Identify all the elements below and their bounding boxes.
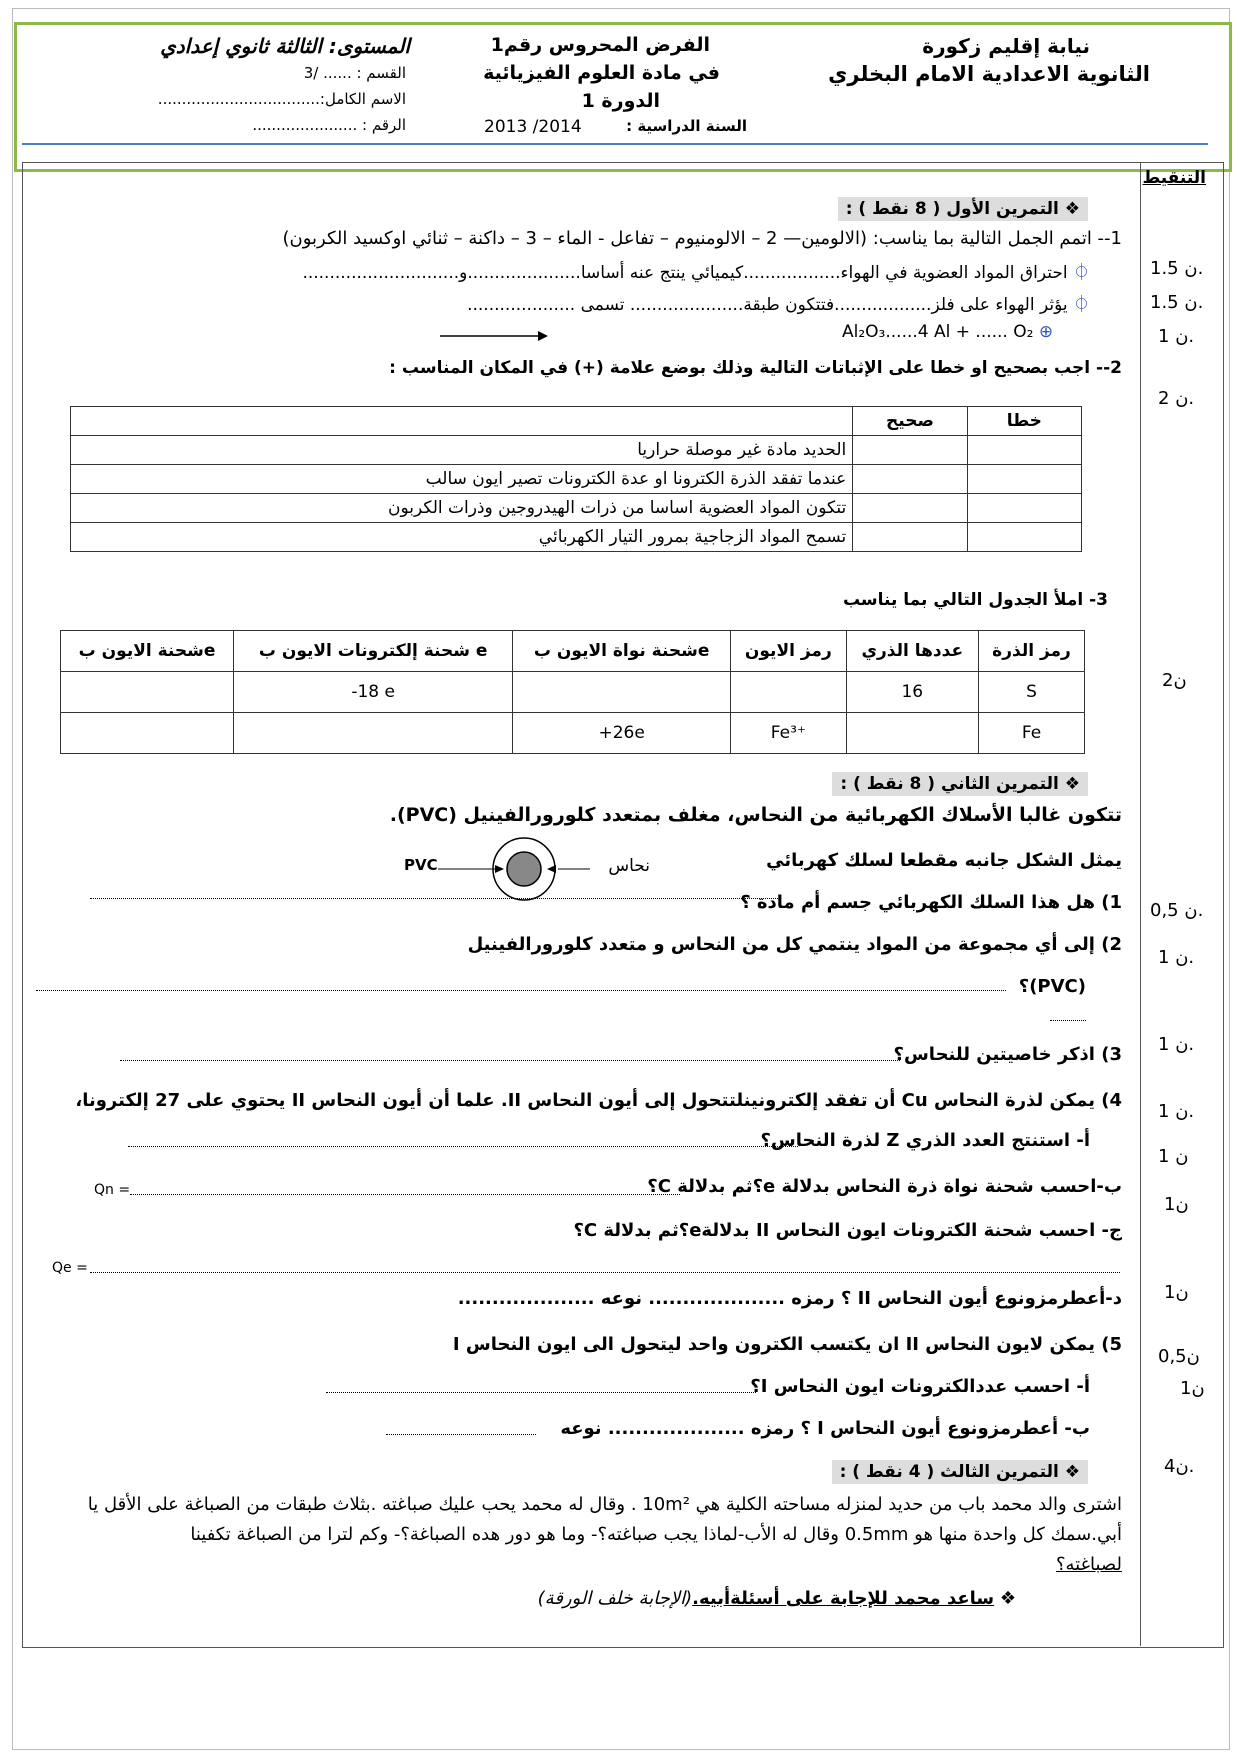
ex3-closing: ❖ ساعد محمد للإجابة على أسئلةأبيه.(الإجابة خلف الورقة) (537, 1588, 1016, 1609)
ex2-title: ❖ التمرين الثاني ( 8 نقط ) : (832, 772, 1088, 796)
t3-cell[interactable] (513, 672, 731, 713)
session: الدورة 1 (581, 90, 660, 112)
answer-line[interactable] (90, 1272, 1120, 1273)
level: المستوى: الثالثة ثانوي إعدادي (160, 34, 410, 58)
name-field: الاسم الكامل:.................................. (157, 90, 406, 108)
grade-1: 1.5 ن. (1150, 258, 1204, 279)
ex3-title: ❖ التمرين الثالث ( 4 نقط ) : (832, 1460, 1088, 1484)
t3-header: شحنة إلكترونات الايون ب e (234, 631, 513, 672)
grade-9: 1 ن. (1158, 1101, 1195, 1122)
ex2-q5: 5) يمكن لايون النحاس II ان يكتسب الكترون واحد ليتحول الى ايون النحاس I (452, 1334, 1122, 1355)
tf-true-cell[interactable] (853, 494, 967, 523)
answer-line[interactable] (90, 898, 780, 899)
t3-header: رمز الايون (731, 631, 846, 672)
school-year-label: السنة الدراسية : (626, 117, 747, 135)
qe-label: Qe = (52, 1260, 88, 1276)
school-year: 2013 /2014 (484, 117, 582, 137)
qn-label: Qn = (94, 1182, 131, 1198)
ex2-q2: 2) إلى أي مجموعة من المواد ينتمي كل من النحاس و متعدد كلورورالفينيل (467, 934, 1122, 955)
subject: في مادة العلوم الفيزيائية (483, 62, 720, 84)
label-copper: نحاس (608, 856, 650, 876)
ex2-q3: 3) اذكر خاصيتين للنحاس؟ (893, 1044, 1122, 1065)
grade-7: 1 ن. (1158, 947, 1195, 968)
grade-13: 0,5ن (1158, 1346, 1200, 1367)
copper-core (507, 852, 541, 886)
grade-10: 1 ن (1158, 1146, 1189, 1167)
grade-14: 1ن (1180, 1378, 1205, 1399)
exam-title: الفرض المحروس رقم1 (490, 34, 710, 56)
class-field: القسم : ...... /3 (303, 64, 406, 82)
t3-cell[interactable] (846, 713, 979, 754)
answer-line[interactable] (36, 990, 1006, 991)
tf-false-cell[interactable] (967, 436, 1081, 465)
t3-cell[interactable]: Fe (979, 713, 1085, 754)
ex2-intro: تتكون غالبا الأسلاك الكهربائية من النحاس، مغلف بمتعدد كلورورالفينيل (PVC). (389, 804, 1122, 826)
grade-4: 2 ن. (1158, 388, 1195, 409)
grade-11: 1ن (1164, 1194, 1189, 1215)
grade-5: 2ن (1162, 670, 1187, 691)
table-row (71, 465, 1082, 494)
t3-header: شحنة الايون بe (61, 631, 234, 672)
table-row (61, 672, 1085, 713)
label-pvc: PVC (404, 856, 438, 874)
answer-line[interactable] (1050, 1020, 1086, 1021)
ex1-q1b: ⏀ يؤثر الهواء على فلز..................فتتكون طبقة..................... تسمى .................... (467, 295, 1090, 315)
answer-line[interactable] (120, 1060, 900, 1061)
t3-cell[interactable]: -18 e (234, 672, 513, 713)
tf-statement: عندما تفقد الذرة الكترونا او عدة الكترونات تصير ايون سالب (71, 465, 853, 494)
t3-header: رمز الذرة (979, 631, 1085, 672)
tf-true-cell[interactable] (853, 465, 967, 494)
tf-statement: الحديد مادة غير موصلة حراريا (71, 436, 853, 465)
grade-3: 1 ن. (1158, 326, 1195, 347)
ex2-q1: 1) هل هذا السلك الكهربائي جسم أم مادة ؟ (740, 892, 1122, 913)
ex1-q2: 2-- اجب بصحيح او خطا على الإثباتات التالية وذلك بوضع علامة (+) في المكان المناسب : (389, 358, 1122, 378)
t3-cell[interactable]: S (979, 672, 1085, 713)
tf-true-cell[interactable] (853, 523, 967, 552)
t3-cell[interactable] (234, 713, 513, 754)
answer-line[interactable] (386, 1434, 536, 1435)
school-name: الثانوية الاعدادية الامام البخلري (828, 62, 1150, 86)
grade-12: 1ن (1164, 1282, 1189, 1303)
tf-true-cell[interactable] (853, 436, 967, 465)
ex1-q1a: ⏀ احتراق المواد العضوية في الهواء..................كيميائي ينتج عنه أساسا.....................و............................. (302, 263, 1090, 283)
table-header-row (61, 631, 1085, 672)
ex2-q5b: ب- أعطرمزونوع أيون النحاس I ؟ رمزه .................... نوعه (560, 1418, 1090, 1439)
tf-false-cell[interactable] (967, 494, 1081, 523)
tf-statement: تسمح المواد الزجاجية بمرور التيار الكهربائي (71, 523, 853, 552)
tf-header-false: خطا (967, 407, 1081, 436)
tf-statement: تتكون المواد العضوية اساسا من ذرات الهيدروجين وذرات الكربون (71, 494, 853, 523)
ex3-p2: أبي.سمك كل واحدة منها هو 0.5mm وقال له الأب-لماذا يجب صباغته؟- وما هو دور هده الصباغة؟- وكم لترا من الصباغة تكفينا (190, 1524, 1122, 1545)
t3-cell[interactable]: +26e (513, 713, 731, 754)
grading-title: التنقيط (1142, 168, 1206, 188)
t3-cell[interactable] (731, 672, 846, 713)
ex3-p1: اشترى والد محمد باب من حديد لمنزله مساحته الكلية هي 10m² . وقال له محمد يحب عليك صباغته .بثلاث طبقات من الصباغة على الأقل يا (87, 1494, 1122, 1515)
table-row (61, 713, 1085, 754)
ex2-q4: 4) يمكن لذرة النحاس Cu أن تفقد إلكترونينلتتحول إلى أيون النحاس II. علما أن أيون النحاس II يحتوي على 27 إلكترونا، (75, 1090, 1122, 1111)
t3-header: شحنة نواة الايون بe (513, 631, 731, 672)
tf-header-statement (71, 407, 853, 436)
table-row (71, 523, 1082, 552)
t3-cell[interactable]: 16 (846, 672, 979, 713)
grade-15: 4ن. (1164, 1456, 1195, 1477)
table-row (71, 494, 1082, 523)
grading-column-divider (1140, 162, 1141, 1646)
header-divider (22, 143, 1208, 145)
ex2-q2b: (PVC)؟ (1018, 976, 1086, 997)
table-header-row (71, 407, 1082, 436)
answer-line[interactable] (128, 1146, 798, 1147)
ex2-q4c: ج- احسب شحنة الكترونات ايون النحاس II بدلالةe؟ثم بدلالة C؟ (573, 1220, 1122, 1241)
number-field: الرقم : ...................... (252, 116, 406, 134)
true-false-table (70, 406, 1082, 552)
t3-cell[interactable]: Fe³⁺ (731, 713, 846, 754)
grade-8: 1 ن. (1158, 1034, 1195, 1055)
ex2-q4d: د-أعطرمزونوع أيون النحاس II ؟ رمزه .................... نوعه .................... (457, 1288, 1122, 1309)
answer-line[interactable] (130, 1194, 680, 1195)
ex1-equation: Al₂O₃......4 Al + ...... O₂ ⊕ (842, 322, 1054, 342)
t3-cell[interactable] (61, 713, 234, 754)
ex1-q1: 1-- اتمم الجمل التالية بما يناسب: (الالومين— 2 – الالومنيوم – تفاعل - الماء – 3 – داكنة – ثنائي اوكسيد الكربون) (282, 228, 1122, 249)
t3-header: عددها الذري (846, 631, 979, 672)
ex2-q4a: أ- استنتج العدد الذري Z لذرة النحاس؟ (760, 1130, 1090, 1151)
ex1-title: ❖ التمرين الأول ( 8 نقط ) : (838, 197, 1088, 221)
tf-header-true: صحيح (853, 407, 967, 436)
ex2-figure-caption: يمثل الشكل جانبه مقطعا لسلك كهربائي (766, 850, 1122, 871)
tf-false-cell[interactable] (967, 523, 1081, 552)
tf-false-cell[interactable] (967, 465, 1081, 494)
ex3-p3: لصباغته؟ (1055, 1554, 1122, 1575)
ex2-q5a: أ- احسب عددالكترونات ايون النحاس I؟ (750, 1376, 1090, 1397)
ion-table (60, 630, 1085, 754)
directorate-name: نيابة إقليم زكورة (922, 34, 1090, 58)
ex2-q4b: ب-احسب شحنة نواة ذرة النحاس بدلالة e؟ثم بدلالة C؟ (647, 1176, 1122, 1197)
grade-6: 0,5 ن. (1150, 900, 1204, 921)
t3-cell[interactable] (61, 672, 234, 713)
grade-2: 1.5 ن. (1150, 292, 1204, 313)
answer-line[interactable] (326, 1392, 756, 1393)
reaction-arrow (440, 328, 550, 344)
ex1-q3: 3- املأ الجدول التالي بما يناسب (842, 590, 1108, 610)
table-row (71, 436, 1082, 465)
